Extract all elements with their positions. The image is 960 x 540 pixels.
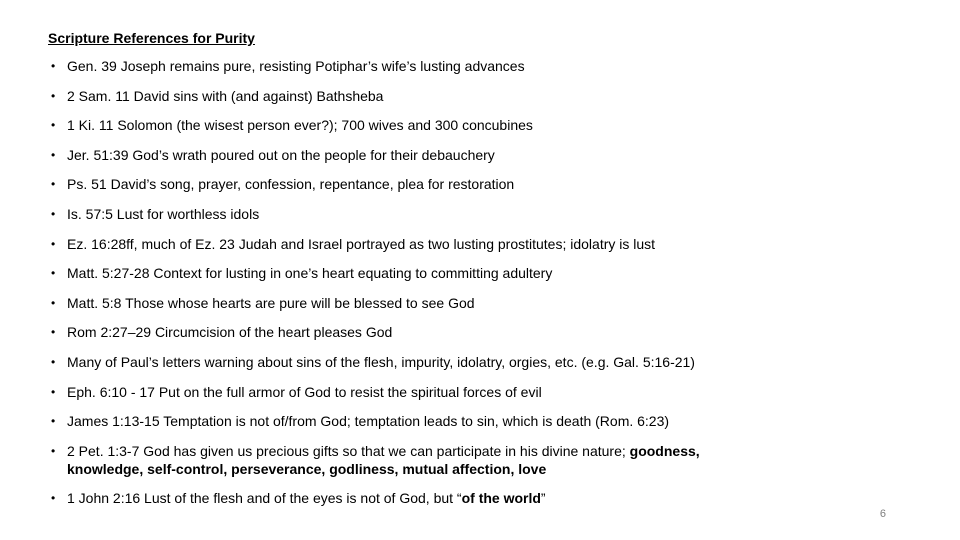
item-line-2 bbox=[67, 460, 848, 478]
list-item bbox=[48, 353, 848, 371]
list-item bbox=[48, 87, 848, 105]
bullet-icon: • bbox=[51, 118, 56, 133]
item-text: Ez. 16:28ff, much of Ez. 23 Judah and Israel portrayed as two lusting prostitutes; idolatry is lust bbox=[67, 235, 656, 252]
bullet-icon: • bbox=[51, 147, 56, 162]
item-text: 1 Ki. 11 Solomon (the wisest person ever?); 700 wives and 300 concubines bbox=[67, 117, 533, 134]
item-text: Matt. 5:27-28 Context for lusting in one’s heart equating to committing adultery bbox=[67, 265, 553, 282]
item-bold-text: of the world bbox=[461, 490, 541, 507]
item-text: 1 John 2:16 Lust of the flesh and of the eyes is not of God, but “ bbox=[67, 490, 462, 507]
item-line-1 bbox=[67, 442, 848, 460]
item-text: James 1:13-15 Temptation is not of/from God; temptation leads to sin, which is death (Rom. 6:23) bbox=[67, 413, 670, 430]
list-item bbox=[48, 442, 848, 478]
list-item bbox=[48, 294, 848, 312]
list-item bbox=[48, 235, 848, 253]
bullet-icon: • bbox=[51, 443, 56, 458]
item-text: Jer. 51:39 God’s wrath poured out on the people for their debauchery bbox=[67, 146, 495, 163]
list-item bbox=[48, 264, 848, 282]
item-text: Eph. 6:10 - 17 Put on the full armor of God to resist the spiritual forces of evil bbox=[67, 383, 542, 400]
slide-title: Scripture References for Purity bbox=[48, 30, 255, 46]
list-item bbox=[48, 412, 848, 430]
item-text: Gen. 39 Joseph remains pure, resisting Potiphar’s wife’s lusting advances bbox=[67, 58, 525, 74]
bullet-icon: • bbox=[51, 354, 56, 369]
list-item bbox=[48, 57, 848, 75]
item-text: 2 Pet. 1:3-7 God has given us precious gifts so that we can participate in his divine nature; bbox=[67, 442, 630, 459]
bullet-icon: • bbox=[51, 491, 56, 506]
item-text: Matt. 5:8 Those whose hearts are pure will be blessed to see God bbox=[67, 294, 475, 311]
bullet-icon: • bbox=[51, 88, 56, 103]
item-text-end: ” bbox=[540, 490, 546, 507]
page-number: 6 bbox=[879, 508, 886, 520]
list-item bbox=[48, 323, 848, 341]
bullet-icon: • bbox=[51, 266, 56, 281]
scripture-list bbox=[48, 57, 848, 519]
item-text: Ps. 51 David’s song, prayer, confession, repentance, plea for restoration bbox=[67, 176, 515, 193]
item-bold-text: knowledge, self-control, perseverance, godliness, mutual affection, love bbox=[67, 460, 547, 477]
bullet-icon: • bbox=[51, 295, 56, 310]
bullet-icon: • bbox=[51, 384, 56, 399]
list-item bbox=[48, 175, 848, 193]
item-text: Many of Paul’s letters warning about sins of the flesh, impurity, idolatry, orgies, etc. (e.g. Gal. 5:16-21) bbox=[67, 353, 695, 370]
list-item bbox=[48, 383, 848, 401]
item-text: 2 Sam. 11 David sins with (and against) Bathsheba bbox=[67, 87, 384, 104]
item-text: Rom 2:27–29 Circumcision of the heart pleases God bbox=[67, 324, 393, 341]
bullet-icon: • bbox=[51, 236, 56, 251]
bullet-icon: • bbox=[51, 59, 56, 73]
bullet-icon: • bbox=[51, 177, 56, 192]
bullet-icon: • bbox=[51, 414, 56, 429]
bullet-icon: • bbox=[51, 206, 56, 221]
list-item bbox=[48, 489, 848, 507]
bullet-icon: • bbox=[51, 325, 56, 340]
list-item bbox=[48, 146, 848, 164]
list-item bbox=[48, 116, 848, 134]
item-bold-text: goodness, bbox=[629, 442, 700, 459]
item-text: Is. 57:5 Lust for worthless idols bbox=[67, 205, 260, 222]
list-item bbox=[48, 205, 848, 223]
